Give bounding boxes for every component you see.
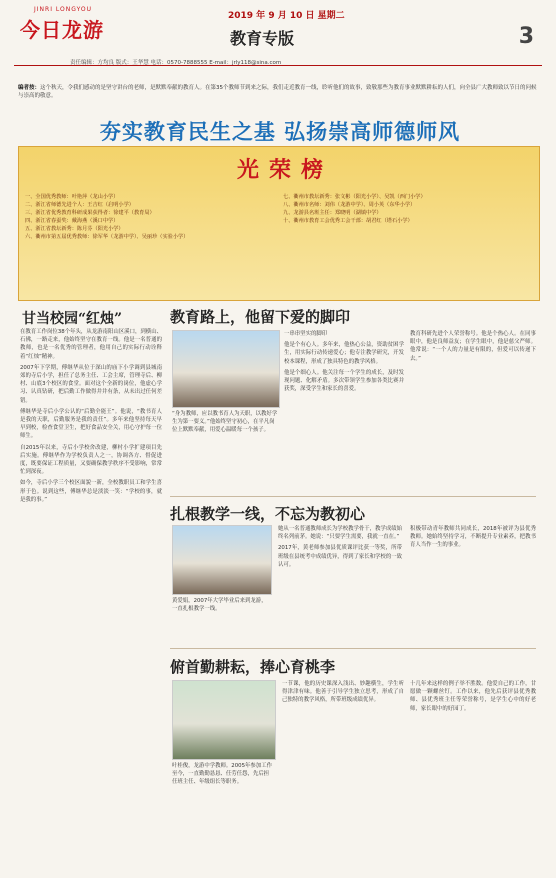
article4-paragraph: 十几年来这样的例子举不胜数。他爱自己的工作，甘愿做一颗螺丝钉。工作以来，他先后获评县优秀教师、县优秀班主任等荣誉称号，是学生心中的好老师，家长眼中的好园丁。: [410, 681, 536, 712]
article2-title: 教育路上，他留下爱的脚印: [170, 308, 351, 326]
article4-title: 俯首勤耕耘，捧心育桃李: [170, 658, 336, 676]
honor-item: 二、浙江省师德先进个人：王吉红（启明小学）: [25, 202, 134, 208]
article1-title: 甘当校园“红烛”: [22, 311, 123, 327]
article2-lead: 一串串坚实的脚印: [284, 331, 328, 337]
article3-paragraph: 2017年，黄老师参加县优质课评比获一等奖，所带班级在县统考中成绩优异，得到了家长和学校的一致认可。: [278, 545, 402, 568]
honor-item: 一、全国优秀教师：叶艳萍（龙山小学）: [25, 194, 119, 200]
article3-caption: 黄爱娟，2007年大学毕业后来到龙游，一直扎根教学一线。: [172, 598, 267, 612]
article3-column: [278, 525, 402, 635]
article4-caption: 叶桂俊，龙游中学教师。2005年参加工作至今，一直勤勤恳恳、任劳任怨，先后担任班主任、年级组长等职务。: [172, 763, 272, 785]
article2-paragraph: 他是个细心人。他关注每一个学生的成长，及时发现问题、化解矛盾。多次带领学生参加各类比赛并获奖，深受学生和家长的喜爱。: [284, 369, 404, 393]
honor-item: 十、衢州市教育工会优秀工会干部：胡君红（塔石小学）: [283, 218, 413, 224]
editor-line: 责任编辑：方均良 版式：王华慧 电话：0570-7888555 E-mail：jrly118@sina.com: [70, 60, 282, 66]
logo-english: JINRI LONGYOU: [34, 6, 93, 13]
article3-paragraph: 积极带动青年教师共同成长，2018年被评为县优秀教师。她始终坚持学习，不断提升专业素养，把教书育人当作一生的事业。: [410, 526, 536, 549]
article1-paragraph: 傅继华是寺后小学公认的“后勤全能王”。他说，“教书育人是我的天职，后勤服务是我的责任”。多年来他坚持每天早早到校，检查食堂卫生，把好食品安全关，用心守护每一位师生。: [20, 408, 162, 440]
article4-column: [282, 680, 404, 868]
teacher-photo: [172, 680, 276, 760]
section-divider: [170, 648, 536, 649]
editor-note-text: 这个秋天，令我们感动的是坚守讲台的老师，是默默奉献的教育人。在第35个教师节到来之际，我们走近教育一线，聆听他们的故事，致敬那些为教育事业默默耕耘的人们，向全县广大教师致以节日的问候与崇高的敬意。: [18, 85, 537, 99]
main-headline: 夯实教育民生之基 弘扬崇高师德师风: [99, 119, 461, 144]
logo: 今日龙游: [20, 18, 104, 42]
honor-item: 九、龙游县名班主任：郑晓明（湖镇中学）: [283, 210, 382, 216]
honor-item: 七、衢州市教坛新秀：张文彬（阳光小学）、吴凯（西门小学）: [283, 194, 426, 200]
article2-paragraph: 教育科研先进个人荣誉称号。他是个热心人。在同事眼中，他是良师益友；在学生眼中，他是慈父严师。他常说：“一个人的力量是有限的，但爱可以传递下去。”: [410, 331, 536, 362]
issue-date: 2019 年 9 月 10 日 星期二: [228, 11, 345, 21]
article1-paragraph: 如今，寺后小学三个校区面貌一新，全校教职员工和学生喜形于色。说到这些，傅继华总是淡淡一笑：“学校的事，就是我的事。”: [20, 480, 162, 503]
article1-paragraph: 自2015年以来，寺后小学校舍改建，柳村小学扩建项目先后实施。傅继华作为学校负责人之一，协调各方、督促进度，既要保证工程质量，又要确保教学秩序不受影响，常常忙到深夜。: [20, 444, 162, 476]
honor-roll: [18, 146, 540, 301]
article2-paragraph: 他是个有心人。多年来，他热心公益，资助贫困学生，用实际行动传递爱心；他专注教学研究，开发校本课程，形成了独具特色的教学风格。: [284, 342, 404, 365]
article3-paragraph: 她从一名普通教师成长为学校教学骨干，教学成绩始终名列前茅。她说：“只要学生需要，我就一直在。”: [278, 526, 402, 541]
masthead-rule: [14, 65, 542, 66]
honor-item: 八、衢州市名师：刘伟（龙游中学）、周小英（东华小学）: [283, 202, 416, 208]
editor-note: [18, 85, 538, 100]
article2-column-right: [410, 330, 536, 490]
article1-body: [20, 328, 162, 868]
masthead: [0, 0, 556, 66]
article1-paragraph: 在教育工作岗位38个年头，从龙游南阳山区溪口，到横山、石佛，一路走来，他始终坚守在教育一线。他是一名普通的教师，也是一名优秀的管理者，他用自己的实际行动诠释着“红烛”精神。: [20, 329, 162, 360]
article4-column-right: [410, 680, 536, 868]
honor-roll-right: [283, 193, 533, 225]
teacher-photo: [172, 330, 280, 408]
article1-paragraph: 2007年下学期，傅继华从位于深山的庙下小学调到县城南郊的寺后小学，担任了总务主任、工会主席，管理寺后、柳村、山底3个校区的食堂。面对这个全新的岗位，他虚心学习、认真钻研，把后勤工作做得井井有条，从未出过任何差错。: [20, 364, 162, 404]
editor-note-label: 编者按：: [18, 85, 41, 91]
article2-caption: “身为教师，应以教书育人为天职，以教好学生为第一要义。”他始终坚守初心，在平凡岗位上默默奉献，用爱心温暖每一个孩子。: [172, 411, 278, 433]
honor-item: 五、浙江省教坛新秀：陈月芬（阳光小学）: [25, 226, 124, 232]
section-title: 教育专版: [230, 29, 295, 48]
honor-item: 三、浙江省优秀教育科研成果获得者：徐建平（教育局）: [25, 210, 155, 216]
honor-roll-left: [25, 193, 275, 241]
honor-item: 四、浙江省春蚕奖：戴海燕（溪口中学）: [25, 218, 119, 224]
article4-paragraph: 一节课，他的历史课深入浅出、妙趣横生，学生听得津津有味。他善于引导学生独立思考，形成了自己独特的教学风格，所带班级成绩优异。: [282, 681, 404, 704]
article3-title: 扎根教学一线，不忘为教初心: [170, 505, 366, 523]
article3-column-right: [410, 525, 536, 635]
teacher-photo: [172, 525, 272, 595]
section-divider: [170, 496, 536, 497]
article2-column: [284, 330, 404, 490]
honor-roll-title: 光荣榜: [237, 157, 334, 183]
page-number: 3: [518, 24, 534, 49]
honor-item: 六、衢州市第五届优秀教师：徐军华（龙游中学）、吴丽珍（实验小学）: [25, 234, 189, 240]
